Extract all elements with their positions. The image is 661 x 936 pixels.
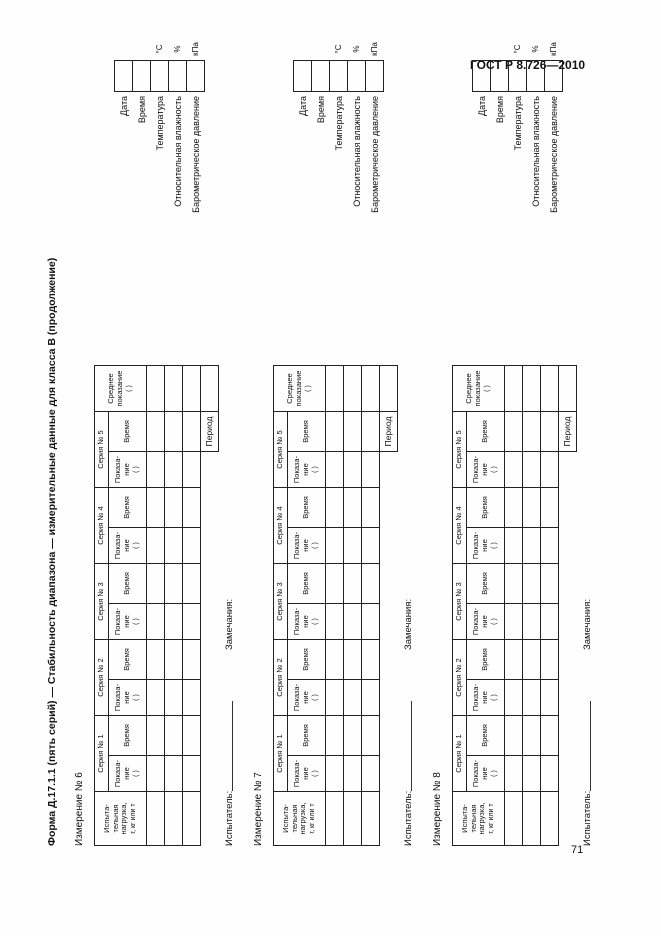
environment-grid — [472, 38, 563, 286]
measurement-title: Измерение № 8 — [432, 772, 443, 846]
unit-brackets: ( ) — [490, 694, 498, 701]
time-header: Время — [109, 640, 147, 680]
table-cell[interactable] — [165, 756, 183, 792]
time-header: Время — [109, 716, 147, 756]
table-cell[interactable] — [541, 716, 559, 756]
reading-header: Показа- ние ( ) — [467, 452, 505, 488]
param-pressure: Барометрическое давление — [548, 96, 559, 213]
table-cell[interactable] — [165, 412, 183, 452]
spacer-cell — [201, 680, 219, 716]
time-header: Время — [109, 564, 147, 604]
spacer-cell — [201, 488, 219, 528]
period-value[interactable] — [559, 366, 577, 412]
table-cell[interactable] — [147, 366, 165, 412]
spacer-cell — [201, 756, 219, 792]
table-cell[interactable] — [326, 488, 344, 528]
table-cell[interactable] — [523, 452, 541, 488]
table-cell[interactable] — [505, 756, 523, 792]
table-cell[interactable] — [183, 604, 201, 640]
unit-brackets: ( ) — [490, 770, 498, 777]
table-cell[interactable] — [165, 604, 183, 640]
tester-signature-field[interactable] — [590, 701, 591, 791]
unit-brackets: ( ) — [132, 618, 140, 625]
spacer-cell — [201, 792, 219, 846]
table-cell[interactable] — [326, 604, 344, 640]
form-title: Форма Д.17.1.1 (пять серий) — Стабильность диапазона — измерительные данные для класса В (продолжение) — [46, 257, 58, 846]
unit-brackets: ( ) — [311, 618, 319, 625]
table-row — [147, 366, 165, 846]
unit-brackets: ( ) — [311, 694, 319, 701]
table-cell[interactable] — [362, 756, 380, 792]
tester-label: Испытатель: — [582, 790, 593, 846]
time-header: Время — [467, 564, 505, 604]
unit-brackets: ( ) — [125, 385, 133, 392]
notes-label: Замечания: — [582, 598, 593, 650]
series-header: Серия № 2 — [453, 640, 467, 716]
param-pressure: Барометрическое давление — [190, 96, 201, 213]
table-cell[interactable] — [523, 528, 541, 564]
unit-brackets: ( ) — [304, 385, 312, 392]
param-temperature: Температура — [154, 96, 165, 151]
series-header: Серия № 5 — [453, 412, 467, 488]
spacer-cell — [380, 452, 398, 488]
pressure-field[interactable] — [187, 61, 205, 92]
reading-header: Показа- ние ( ) — [288, 680, 326, 716]
table-cell[interactable] — [523, 366, 541, 412]
param-humidity: Относительная влажность — [530, 96, 541, 207]
notes-line — [403, 599, 414, 650]
table-cell[interactable] — [344, 716, 362, 756]
unit-brackets: ( ) — [483, 385, 491, 392]
table-cell[interactable] — [505, 366, 523, 412]
reading-header: Показа- ние ( ) — [109, 528, 147, 564]
table-cell[interactable] — [147, 564, 165, 604]
param-temperature: Температура — [512, 96, 523, 151]
time-field[interactable] — [312, 61, 330, 92]
time-header: Время — [288, 488, 326, 528]
period-label: Период — [380, 412, 398, 452]
measurement-table — [94, 365, 219, 846]
spacer-cell — [559, 792, 577, 846]
table-cell[interactable] — [362, 640, 380, 680]
time-header: Время — [109, 412, 147, 452]
param-pressure: Барометрическое давление — [369, 96, 380, 213]
series-header: Серия № 4 — [95, 488, 109, 564]
time-field[interactable] — [491, 61, 509, 92]
table-cell[interactable] — [147, 792, 165, 846]
series-header: Серия № 3 — [274, 564, 288, 640]
table-cell[interactable] — [326, 640, 344, 680]
tester-signature-field[interactable] — [411, 701, 412, 791]
load-header: Испыта- тельная нагрузка, г, кг или т — [274, 792, 326, 846]
table-cell[interactable] — [183, 452, 201, 488]
series-header: Серия № 4 — [453, 488, 467, 564]
unit-brackets: ( ) — [490, 466, 498, 473]
table-cell[interactable] — [505, 452, 523, 488]
table-cell[interactable] — [505, 528, 523, 564]
table-cell[interactable] — [183, 528, 201, 564]
table-cell[interactable] — [362, 488, 380, 528]
tester-line — [582, 701, 593, 846]
table-cell[interactable] — [541, 792, 559, 846]
spacer-cell — [201, 452, 219, 488]
reading-header: Показа- ние ( ) — [467, 680, 505, 716]
table-row — [165, 366, 183, 846]
spacer-cell — [201, 716, 219, 756]
rotated-content — [46, 6, 646, 846]
table-cell[interactable] — [362, 680, 380, 716]
unit-pressure: кПа — [549, 42, 558, 56]
load-header: Испыта- тельная нагрузка, г, кг или т — [453, 792, 505, 846]
table-cell[interactable] — [362, 792, 380, 846]
table-cell[interactable] — [541, 366, 559, 412]
notes-label: Замечания: — [224, 598, 235, 650]
humidity-field[interactable] — [348, 61, 366, 92]
table-cell[interactable] — [541, 488, 559, 528]
table-cell[interactable] — [147, 756, 165, 792]
table-cell[interactable] — [541, 528, 559, 564]
table-cell[interactable] — [344, 452, 362, 488]
table-row — [541, 366, 559, 846]
table-cell[interactable] — [165, 488, 183, 528]
table-cell[interactable] — [326, 792, 344, 846]
table-cell[interactable] — [326, 680, 344, 716]
table-cell[interactable] — [344, 792, 362, 846]
period-value[interactable] — [201, 366, 219, 412]
time-header: Время — [467, 412, 505, 452]
temperature-field[interactable] — [509, 61, 527, 92]
period-label: Период — [201, 412, 219, 452]
unit-temp: °С — [334, 44, 343, 54]
reading-header: Показа- ние ( ) — [288, 756, 326, 792]
param-time: Время — [136, 96, 147, 124]
table-cell[interactable] — [344, 640, 362, 680]
reading-header: Показа- ние ( ) — [288, 604, 326, 640]
reading-header: Показа- ние ( ) — [467, 604, 505, 640]
spacer-cell — [201, 564, 219, 604]
table-cell[interactable] — [326, 528, 344, 564]
table-cell[interactable] — [505, 792, 523, 846]
table-cell[interactable] — [523, 640, 541, 680]
spacer-cell — [380, 488, 398, 528]
table-cell[interactable] — [147, 528, 165, 564]
tester-label: Испытатель: — [403, 790, 414, 846]
table-cell[interactable] — [541, 756, 559, 792]
param-time: Время — [315, 96, 326, 124]
table-cell[interactable] — [541, 604, 559, 640]
spacer-cell — [201, 604, 219, 640]
spacer-cell — [201, 528, 219, 564]
reading-header: Показа- ние ( ) — [109, 756, 147, 792]
reading-header: Показа- ние ( ) — [288, 528, 326, 564]
table-cell[interactable] — [344, 756, 362, 792]
unit-brackets: ( ) — [490, 542, 498, 549]
param-humidity: Относительная влажность — [172, 96, 183, 207]
spacer-cell — [559, 452, 577, 488]
table-cell[interactable] — [183, 488, 201, 528]
table-cell[interactable] — [165, 680, 183, 716]
table-cell[interactable] — [147, 716, 165, 756]
humidity-field[interactable] — [527, 61, 545, 92]
unit-brackets: ( ) — [311, 542, 319, 549]
table-cell[interactable] — [326, 366, 344, 412]
series-header: Серия № 1 — [274, 716, 288, 792]
table-cell[interactable] — [541, 680, 559, 716]
table-cell[interactable] — [344, 604, 362, 640]
table-row — [505, 366, 523, 846]
param-time: Время — [494, 96, 505, 124]
load-header: Испыта- тельная нагрузка, г, кг или т — [95, 792, 147, 846]
unit-pressure: кПа — [191, 42, 200, 56]
table-cell[interactable] — [362, 528, 380, 564]
table-cell[interactable] — [165, 528, 183, 564]
notes-line — [582, 599, 593, 650]
spacer-cell — [559, 488, 577, 528]
unit-brackets: ( ) — [132, 542, 140, 549]
period-row — [201, 366, 219, 846]
table-cell[interactable] — [362, 452, 380, 488]
table-cell[interactable] — [523, 564, 541, 604]
table-cell[interactable] — [147, 680, 165, 716]
table-cell[interactable] — [505, 412, 523, 452]
table-cell[interactable] — [326, 412, 344, 452]
table-cell[interactable] — [362, 604, 380, 640]
table-cell[interactable] — [326, 756, 344, 792]
spacer-cell — [380, 680, 398, 716]
series-header: Серия № 5 — [95, 412, 109, 488]
table-cell[interactable] — [505, 716, 523, 756]
table-cell[interactable] — [326, 716, 344, 756]
notes-line — [224, 599, 235, 650]
series-header: Серия № 2 — [95, 640, 109, 716]
reading-header: Показа- ние ( ) — [109, 452, 147, 488]
unit-brackets: ( ) — [490, 618, 498, 625]
time-header: Время — [467, 640, 505, 680]
pressure-field[interactable] — [545, 61, 563, 92]
reading-header: Показа- ние ( ) — [467, 756, 505, 792]
spacer-cell — [559, 640, 577, 680]
table-cell[interactable] — [165, 792, 183, 846]
table-cell[interactable] — [505, 564, 523, 604]
table-cell[interactable] — [362, 564, 380, 604]
series-header: Серия № 2 — [274, 640, 288, 716]
table-cell[interactable] — [344, 680, 362, 716]
unit-brackets: ( ) — [311, 466, 319, 473]
reading-header: Показа- ние ( ) — [109, 604, 147, 640]
table-cell[interactable] — [523, 412, 541, 452]
table-cell[interactable] — [344, 564, 362, 604]
table-cell[interactable] — [523, 716, 541, 756]
notes-label: Замечания: — [403, 598, 414, 650]
environment-grid — [114, 38, 205, 286]
table-cell[interactable] — [183, 640, 201, 680]
series-header: Серия № 5 — [274, 412, 288, 488]
table-cell[interactable] — [505, 488, 523, 528]
table-cell[interactable] — [147, 640, 165, 680]
time-header: Время — [288, 412, 326, 452]
table-row — [326, 366, 344, 846]
unit-humidity: % — [352, 45, 361, 53]
table-cell[interactable] — [165, 640, 183, 680]
table-cell[interactable] — [165, 564, 183, 604]
time-header: Время — [288, 716, 326, 756]
table-row — [183, 366, 201, 846]
table-cell[interactable] — [183, 792, 201, 846]
time-field[interactable] — [133, 61, 151, 92]
table-cell[interactable] — [165, 366, 183, 412]
unit-brackets: ( ) — [132, 694, 140, 701]
table-cell[interactable] — [362, 366, 380, 412]
average-header: Среднее показание ( ) — [453, 366, 505, 412]
average-header: Среднее показание ( ) — [274, 366, 326, 412]
spacer-cell — [380, 604, 398, 640]
table-cell[interactable] — [523, 488, 541, 528]
time-header: Время — [467, 488, 505, 528]
tester-line — [224, 701, 235, 846]
table-row — [344, 366, 362, 846]
standard-header: ГОСТ Р 8.726—2010 — [470, 58, 586, 72]
unit-humidity: % — [173, 45, 182, 53]
spacer-cell — [559, 564, 577, 604]
tester-signature-field[interactable] — [232, 701, 233, 791]
date-field[interactable] — [294, 61, 312, 92]
measurement-title: Измерение № 6 — [74, 772, 85, 846]
table-cell[interactable] — [523, 792, 541, 846]
table-cell[interactable] — [165, 452, 183, 488]
table-row — [362, 366, 380, 846]
measurement-table — [452, 365, 577, 846]
table-cell[interactable] — [344, 412, 362, 452]
table-cell[interactable] — [541, 412, 559, 452]
table-row — [523, 366, 541, 846]
spacer-cell — [380, 792, 398, 846]
table-cell[interactable] — [147, 452, 165, 488]
table-cell[interactable] — [165, 716, 183, 756]
unit-temp: °С — [513, 44, 522, 54]
table-cell[interactable] — [344, 488, 362, 528]
param-temperature: Температура — [333, 96, 344, 151]
table-cell[interactable] — [523, 680, 541, 716]
param-humidity: Относительная влажность — [351, 96, 362, 207]
spacer-cell — [559, 680, 577, 716]
spacer-cell — [559, 604, 577, 640]
date-field[interactable] — [115, 61, 133, 92]
table-cell[interactable] — [183, 412, 201, 452]
date-field[interactable] — [473, 61, 491, 92]
table-cell[interactable] — [362, 716, 380, 756]
unit-brackets: ( ) — [311, 770, 319, 777]
table-cell[interactable] — [183, 564, 201, 604]
table-cell[interactable] — [541, 564, 559, 604]
measurement-table — [273, 365, 398, 846]
unit-pressure: кПа — [370, 42, 379, 56]
table-cell[interactable] — [147, 488, 165, 528]
unit-humidity: % — [531, 45, 540, 53]
table-cell[interactable] — [523, 756, 541, 792]
spacer-cell — [380, 564, 398, 604]
average-header: Среднее показание ( ) — [95, 366, 147, 412]
temperature-field[interactable] — [330, 61, 348, 92]
table-cell[interactable] — [541, 640, 559, 680]
table-cell[interactable] — [505, 640, 523, 680]
table-cell[interactable] — [505, 680, 523, 716]
time-header: Время — [288, 640, 326, 680]
table-cell[interactable] — [183, 756, 201, 792]
temperature-field[interactable] — [151, 61, 169, 92]
spacer-cell — [559, 716, 577, 756]
spacer-cell — [380, 640, 398, 680]
time-header: Время — [467, 716, 505, 756]
table-cell[interactable] — [326, 564, 344, 604]
environment-grid — [293, 38, 384, 286]
spacer-cell — [559, 756, 577, 792]
table-cell[interactable] — [505, 604, 523, 640]
table-cell[interactable] — [541, 452, 559, 488]
series-header: Серия № 4 — [274, 488, 288, 564]
table-cell[interactable] — [183, 366, 201, 412]
time-header: Время — [109, 488, 147, 528]
series-header: Серия № 3 — [95, 564, 109, 640]
spacer-cell — [380, 716, 398, 756]
period-row — [559, 366, 577, 846]
unit-temp: °С — [155, 44, 164, 54]
pressure-field[interactable] — [366, 61, 384, 92]
spacer-cell — [380, 756, 398, 792]
tester-line — [403, 701, 414, 846]
table-cell[interactable] — [523, 604, 541, 640]
table-cell[interactable] — [183, 716, 201, 756]
table-cell[interactable] — [344, 528, 362, 564]
table-cell[interactable] — [362, 412, 380, 452]
unit-brackets: ( ) — [132, 466, 140, 473]
reading-header: Показа- ние ( ) — [109, 680, 147, 716]
measurement-title: Измерение № 7 — [253, 772, 264, 846]
period-label: Период — [559, 412, 577, 452]
reading-header: Показа- ние ( ) — [288, 452, 326, 488]
table-cell[interactable] — [147, 604, 165, 640]
period-value[interactable] — [380, 366, 398, 412]
tester-label: Испытатель: — [224, 790, 235, 846]
spacer-cell — [380, 528, 398, 564]
table-cell[interactable] — [326, 452, 344, 488]
humidity-field[interactable] — [169, 61, 187, 92]
series-header: Серия № 3 — [453, 564, 467, 640]
series-header: Серия № 1 — [95, 716, 109, 792]
param-date: Дата — [476, 96, 487, 116]
unit-brackets: ( ) — [132, 770, 140, 777]
table-cell[interactable] — [183, 680, 201, 716]
reading-header: Показа- ние ( ) — [467, 528, 505, 564]
spacer-cell — [201, 640, 219, 680]
table-cell[interactable] — [344, 366, 362, 412]
param-date: Дата — [118, 96, 129, 116]
spacer-cell — [559, 528, 577, 564]
series-header: Серия № 1 — [453, 716, 467, 792]
param-date: Дата — [297, 96, 308, 116]
time-header: Время — [288, 564, 326, 604]
period-row — [380, 366, 398, 846]
table-cell[interactable] — [147, 412, 165, 452]
page-number: 71 — [571, 844, 584, 856]
